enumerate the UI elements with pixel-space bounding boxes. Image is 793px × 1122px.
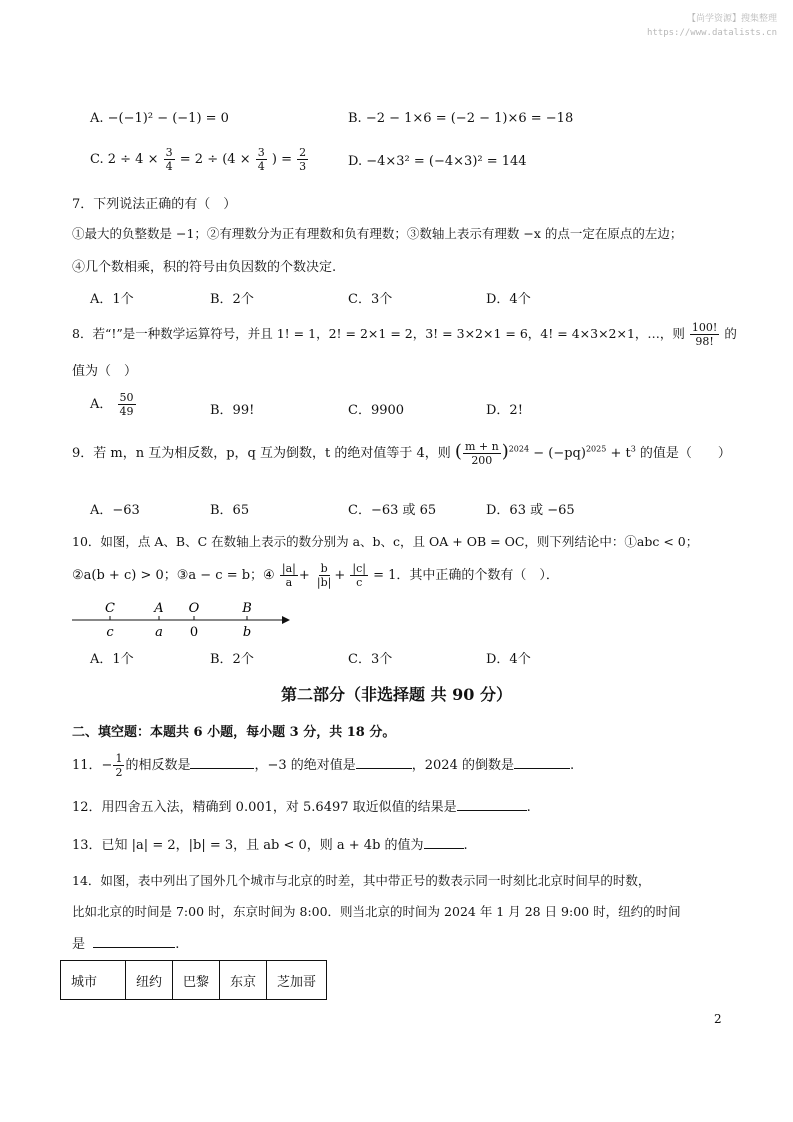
q14-line2: 比如北京的时间是 7:00 时，东京时间为 8:00．则当北京的时间为 2024 年 1 月 28 日 9:00 时，纽约的时间	[72, 904, 681, 919]
q12-blank[interactable]	[457, 796, 527, 811]
table-cell-paris: 巴黎	[173, 961, 220, 1000]
page-number: 2	[714, 1012, 722, 1026]
q9-option-c: C．−63 或 65	[348, 503, 437, 518]
table-row	[61, 961, 327, 1000]
table-cell-chicago: 芝加哥	[267, 961, 327, 1000]
q11-blank2[interactable]	[356, 754, 412, 769]
q8-frac: $\frac{100!}{98!}$	[691, 321, 718, 348]
q9-option-a: A．−63	[90, 503, 140, 518]
q6-c-post: ) =	[271, 152, 292, 167]
q6-option-c	[90, 146, 309, 173]
q6-c-frac2: $\frac{3}{4}$	[257, 146, 265, 173]
q9-stem: 9．若 m，n 互为相反数，p，q 互为倒数，t 的绝对值等于 4，则 ( $\frac{m + n}{200}$ )$^{2024} - (-pq)^{2025} + t^3$ 的值是（ ）	[72, 440, 731, 467]
number-line	[70, 598, 295, 640]
label-B: B	[242, 601, 252, 616]
q8-option-b: B．99!	[210, 403, 255, 418]
q8-option-c: C．9900	[348, 403, 405, 418]
q7-option-c: C．3个	[348, 292, 393, 307]
q6-c-frac3: $\frac{2}{3}$	[299, 146, 307, 173]
label-C: C	[105, 601, 115, 616]
q6-option-d: D. −4×3² = (−4×3)² = 144	[348, 154, 527, 169]
q6-c-pre: C. 2 ÷ 4 ×	[90, 152, 159, 167]
q6-option-b: B. −2 − 1×6 = (−2 − 1)×6 = −18	[348, 111, 574, 126]
q10-line1: 10．如图，点 A、B、C 在数轴上表示的数分别为 a、b、c，且 OA + OB = OC，则下列结论中：①abc < 0；	[72, 534, 699, 549]
q6-c-frac1: $\frac{3}{4}$	[165, 146, 173, 173]
q13: 13．已知 |a| = 2，|b| = 3，且 ab < 0，则 a + 4b 的值为 .	[72, 834, 468, 853]
q12: 12．用四舍五入法，精确到 0.001，对 5.6497 取近似值的结果是 .	[72, 796, 531, 815]
q8-stem-end: 的	[724, 326, 737, 341]
q11-blank3[interactable]	[514, 754, 570, 769]
q14-line3: 是 .	[72, 933, 179, 952]
q9-option-d: D．63 或 −65	[486, 503, 575, 518]
table-cell-city: 城市	[61, 961, 126, 1000]
q8-stem-text: 8．若“!”是一种数学运算符号，并且 1! = 1，2! = 2×1 = 2，3! = 3×2×1 = 6，4! = 4×3×2×1，…，则	[72, 326, 685, 341]
label-c: c	[106, 625, 114, 640]
q10-option-c: C．3个	[348, 652, 393, 667]
watermark-line2: https://www.datalists.cn	[646, 28, 777, 38]
q10-option-d: D．4个	[486, 652, 531, 667]
label-A: A	[154, 601, 164, 616]
q11: 11．− $\frac{1}{2}$ 的相反数是 ，−3 的绝对值是 ，2024 的倒数是 .	[72, 752, 575, 779]
q14-line1: 14．如图，表中列出了国外几个城市与北京的时差，其中带正号的数表示同一时刻比北京时间早的时数，	[72, 873, 651, 888]
q8-stem	[72, 321, 737, 348]
watermark	[647, 12, 777, 40]
number-line-arrow	[282, 616, 290, 624]
q6-c-mid: = 2 ÷ (4 ×	[179, 152, 251, 167]
q7-line1: ①最大的负整数是 −1；②有理数分为正有理数和负有理数；③数轴上表示有理数 −x 的点一定在原点的左边；	[72, 226, 683, 241]
part2-title: 第二部分（非选择题 共 90 分）	[281, 685, 512, 704]
q10-option-a: A．1个	[90, 652, 134, 667]
label-a: a	[155, 625, 163, 640]
q10-option-b: B．2个	[210, 652, 254, 667]
q13-blank[interactable]	[424, 834, 464, 849]
q8-option-d: D．2!	[486, 403, 523, 418]
label-b: b	[242, 625, 252, 640]
q10-line2: ②a(b + c) > 0；③a − c = b；④ $\frac{|a|}{a}$ + $\frac{b}{|b|}$ + $\frac{|c|}{c}$ = 1．其中正确的个数有（ ）．	[72, 562, 559, 589]
label-0: 0	[189, 625, 199, 640]
q6-option-a: A. −(−1)² − (−1) = 0	[90, 111, 229, 126]
q9-frac: $\frac{m + n}{200}$	[464, 440, 499, 467]
q9-stem-text: 9．若 m，n 互为相反数，p，q 互为倒数，t 的绝对值等于 4，则	[72, 446, 451, 461]
table-cell-newyork: 纽约	[126, 961, 173, 1000]
q7-option-a: A．1个	[90, 292, 134, 307]
table-cell-tokyo: 东京	[220, 961, 267, 1000]
q7-option-d: D．4个	[486, 292, 531, 307]
q14-blank[interactable]	[93, 933, 175, 948]
q8-line2: 值为（ ）	[72, 364, 138, 379]
time-zone-table	[60, 960, 327, 1000]
q7-line2: ④几个数相乘，积的符号由负因数的个数决定.	[72, 260, 337, 275]
label-O: O	[188, 601, 200, 616]
q7-option-b: B．2个	[210, 292, 254, 307]
q9-option-b: B．65	[210, 503, 250, 518]
watermark-line1: 【尚学资源】搜集整理	[686, 14, 777, 24]
q7-stem: 7．下列说法正确的有（ ）	[72, 197, 237, 212]
q11-blank1[interactable]	[190, 754, 254, 769]
q8-option-a: A． $\frac{50}{49}$	[90, 391, 134, 418]
section2-heading: 二、填空题：本题共 6 小题，每小题 3 分，共 18 分。	[72, 725, 396, 740]
